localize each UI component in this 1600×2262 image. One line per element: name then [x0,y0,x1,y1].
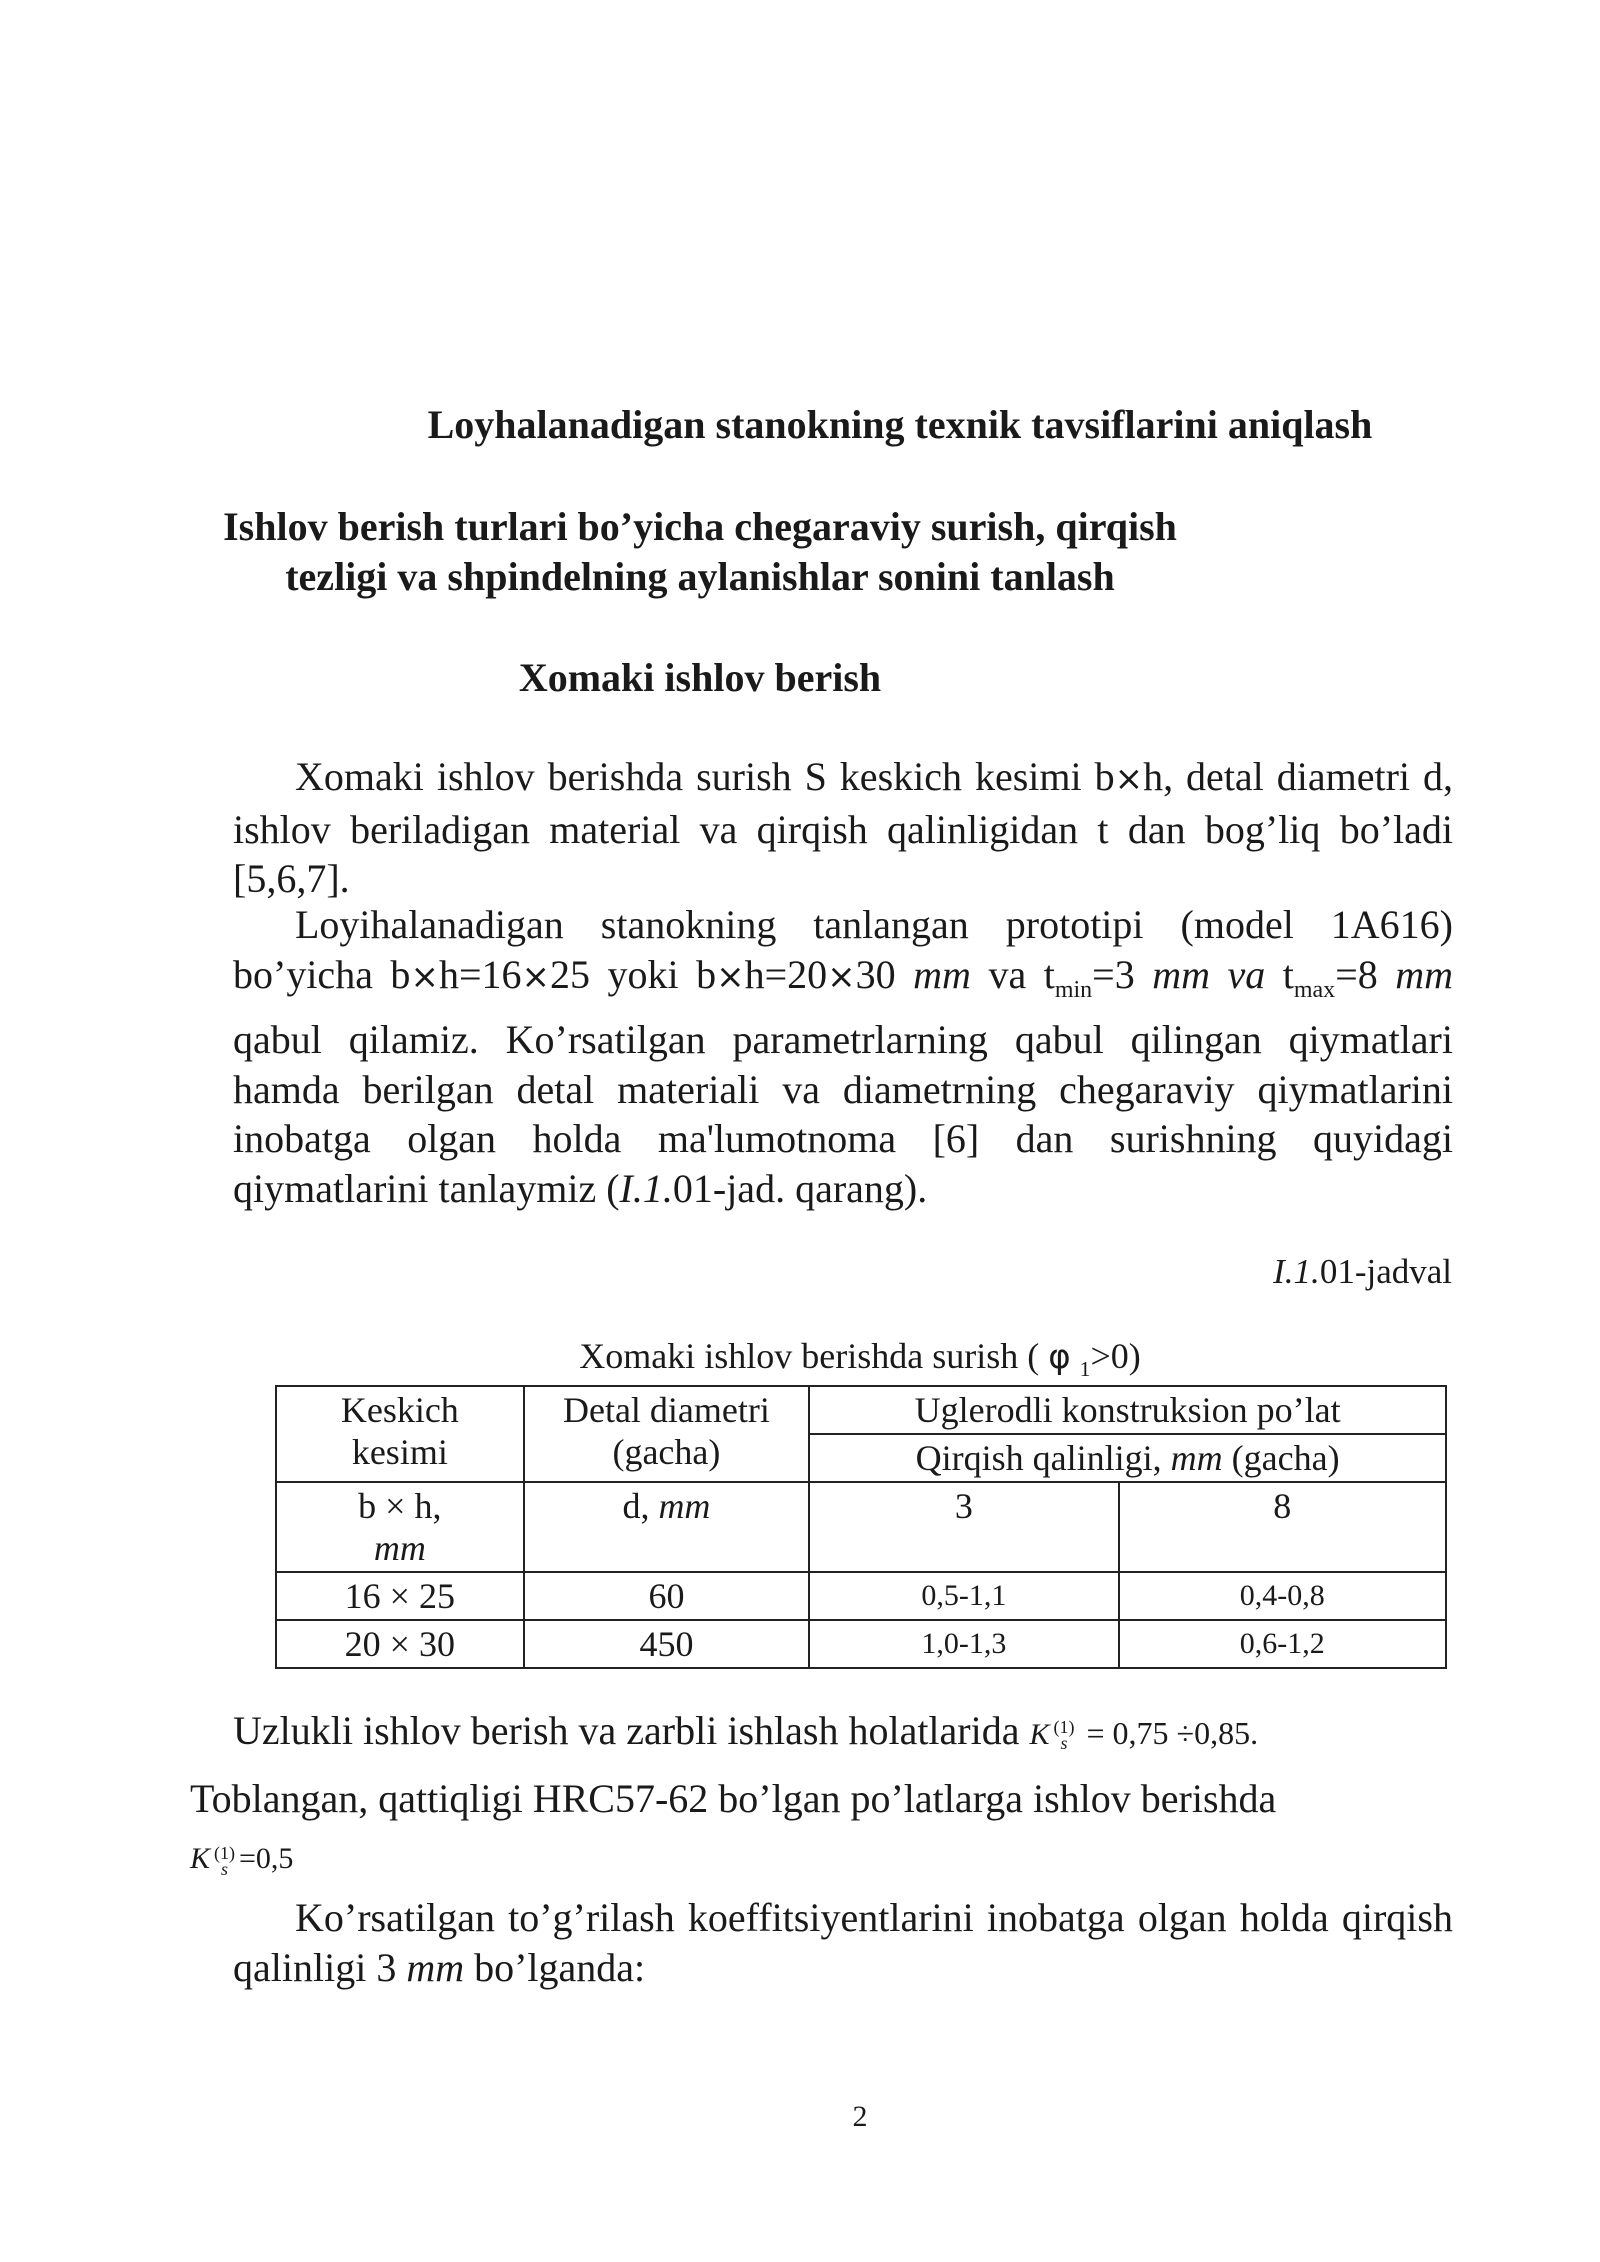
table-reference: I.1. [619,1165,673,1211]
paragraph-2 [233,900,1453,1213]
paragraph-2-text-rest2: 01-jad. qarang). [672,1165,928,1211]
note-interrupted-cutting [233,1706,1453,1760]
paragraph-1-text-a: Xomaki ishlov berishda surish S keskich kesimi b [295,754,1115,799]
k-subscript: s [1060,1732,1068,1753]
table-row [276,1572,1446,1620]
sub-heading [0,502,1500,602]
times-symbol: × [827,956,856,997]
table-row [276,1620,1446,1668]
paragraph-2-text-e: 30 [855,951,914,997]
tmin-value: =3 [1092,951,1153,997]
tmin-subscript: min [1054,976,1093,1003]
times-symbol: × [521,956,550,997]
header-steel: Uglerodli konstruksion po’lat [809,1386,1446,1434]
header-diameter [524,1386,810,1482]
header-diameter-l1: Detal diametri [562,1390,770,1430]
header-thickness-b: (gacha) [1222,1438,1340,1478]
header-cutter-l2: kesimi [351,1432,448,1472]
paragraph-3 [233,1893,1453,1992]
note-hardened-steel: Toblangan, qattiqligi HRC57-62 bo’lgan po’latlarga ishlov berishda [190,1776,1277,1821]
cell-feed-t3: 0,5-1,1 [809,1572,1118,1620]
paragraph-2-text-c: 25 yoki b [550,951,717,997]
k-symbol: K [1029,1718,1050,1751]
header-cutter-section [276,1386,524,1482]
cell-diameter: 450 [524,1620,810,1668]
main-heading: Loyhalanadigan stanokning texnik tavsiflarini aniqlash [427,402,1373,447]
table-label-italic: I.1. [1273,1252,1320,1291]
unit-mm: mm [406,1944,465,1990]
sub-heading-line2: tezligi va shpindelning aylanishlar sonini tanlash [285,554,1115,599]
paragraph-3-text-b: bo’lganda: [464,1944,646,1990]
unit-mm: mm [1395,951,1454,997]
caption-text-a: Xomaki ishlov berishda surish ( [579,1336,1040,1376]
unit-mm-va: mm va [1152,951,1266,997]
cell-section: 20 × 30 [276,1620,524,1668]
unit-mm: mm [913,951,971,997]
times-symbol: × [410,956,439,997]
tmax-subscript: max [1293,976,1336,1003]
k-indices [1053,1716,1075,1753]
k-subscript: s [221,1859,229,1880]
header-thickness-mm: mm [1170,1438,1223,1478]
unit-section [276,1482,524,1572]
caption-text-b: >0) [1090,1336,1141,1376]
k-superscript: (1) [1053,1716,1075,1737]
note3-value: =0,5 [239,1842,294,1875]
header-cutter-l1: Keskich [340,1390,459,1430]
table-label-text: 01-jadval [1319,1252,1452,1291]
cell-feed-t8: 0,4-0,8 [1119,1572,1446,1620]
k-superscript: (1) [214,1843,236,1864]
unit-diameter [524,1482,810,1572]
thickness-8: 8 [1119,1482,1446,1572]
feed-table [275,1385,1447,1669]
times-symbol: × [716,956,745,997]
table-label [1273,1252,1452,1292]
unit-diameter-b: mm [658,1486,711,1526]
note-hardened-coefficient [190,1834,293,1884]
unit-section-b: mm [373,1528,426,1568]
header-thickness [809,1434,1446,1482]
paragraph-3-text-a: Ko’rsatilgan to’g’rilash koeffitsiyentlarini inobatga olgan holda qirqish qalinligi 3 [233,1895,1453,1990]
sub-heading-line1: Ishlov berish turlari bo’yicha chegaraviy surish, qirqish [223,504,1177,549]
note1-text: Uzlukli ishlov berish va zarbli ishlash holatlarida [233,1708,1030,1753]
header-thickness-a: Qirqish qalinligi, [915,1438,1171,1478]
paragraph-2-text-va: va t [970,951,1055,997]
paragraph-1-text-b: h, detal diametri d, ishlov beriladigan material va qirqish qalinligidan t dan bog’liq bo’ladi [5,6,7]. [233,754,1454,901]
table-unit-row [276,1482,1446,1572]
k-symbol: K [190,1842,211,1875]
thickness-3: 3 [809,1482,1118,1572]
unit-diameter-a: d, [622,1486,659,1526]
header-diameter-l2: (gacha) [612,1432,721,1472]
paragraph-2-text-t: t [1265,951,1294,997]
tmax-value: =8 [1335,951,1396,997]
paragraph-2-text-a: Loyihalanadigan stanokning tanlangan prototipi (model 1A616) bo’yicha b [233,902,1453,997]
times-symbol: × [1114,759,1144,799]
paragraph-2-text-rest1: qabul qilamiz. Ko’rsatilgan parametrlarning qabul qilingan qiymatlari hamda berilgan detal materiali va diametrning chegaraviy qiymatlarini inobatga olgan holda ma'lumotnoma [6] dan surishning quyidagi qiymatlarini tanlaymiz ( [233,1017,1453,1211]
cell-feed-t8: 0,6-1,2 [1119,1620,1446,1668]
cell-section: 16 × 25 [276,1572,524,1620]
cell-feed-t3: 1,0-1,3 [809,1620,1118,1668]
page-number: 2 [852,2100,868,2133]
section-heading: Xomaki ishlov berish [518,655,882,700]
unit-section-a: b × h, [358,1486,442,1526]
paragraph-2-text-b: h=16 [438,951,522,997]
cell-diameter: 60 [524,1572,810,1620]
table-caption [0,1335,1600,1382]
table-header-row [276,1386,1446,1434]
paragraph-1 [233,752,1453,904]
note1-value: = 0,75 ÷0,85. [1078,1715,1259,1751]
phi-subscript: 1 [1079,1357,1091,1382]
paragraph-2-text-d: h=20 [744,951,828,997]
k-indices [214,1843,236,1880]
phi-symbol: φ [1048,1337,1071,1377]
